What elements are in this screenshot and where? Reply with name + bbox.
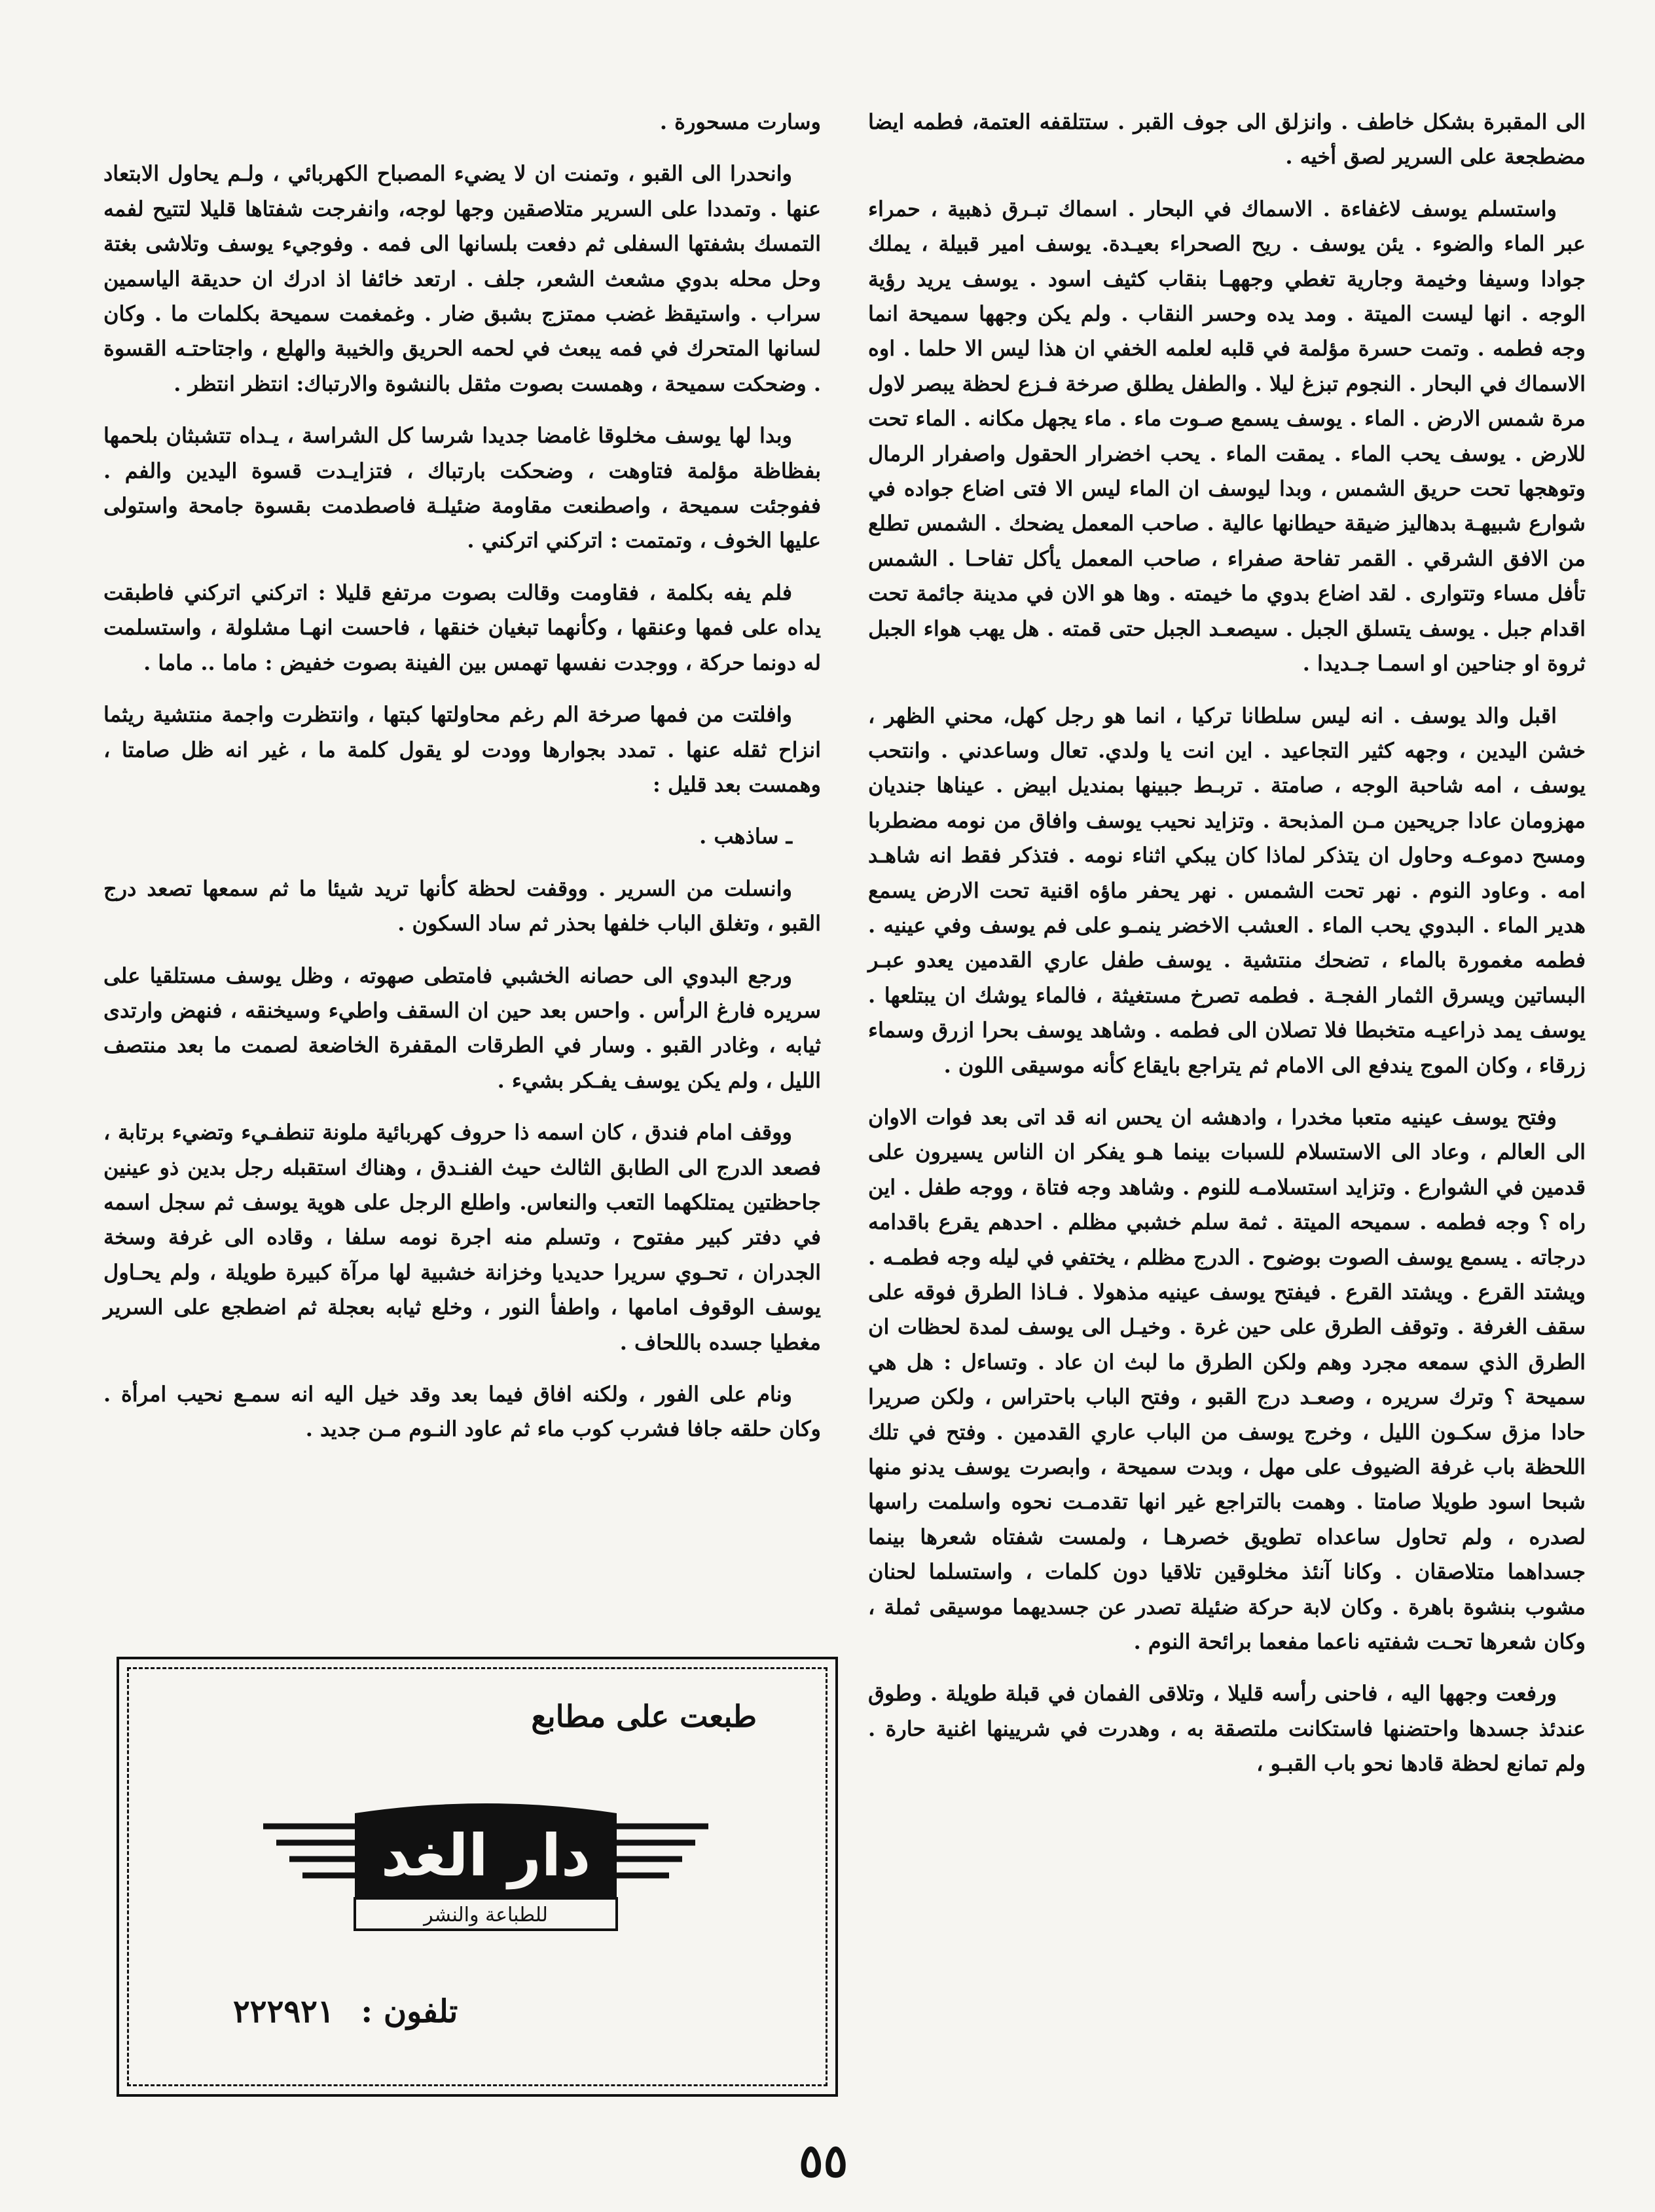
page-number: ٥٥: [799, 2133, 848, 2188]
logo-name: دار الغد: [380, 1822, 591, 1889]
phone-label: تلفون :: [361, 1993, 458, 2030]
paragraph: الى المقبرة بشكل خاطف . وانزلق الى جوف القبر . ستتلقفه العتمة، فطمه ايضا مضطجعة على السرير لصق أخيه .: [868, 109, 1586, 170]
paragraph: ونام على الفور ، ولكنه افاق فيما بعد وقد خيل اليه انه سمـع نحيب امرأة . وكان حلقه جافا فشرب كوب ماء ثم عاود النـوم مـن جديد .: [103, 1382, 821, 1442]
paragraph: وافلتت من فمها صرخة الم رغم محاولتها كبتها ، وانتظرت واجمة منتشية ريثما انزاح ثقله عنها . تمدد بجوارها وودت لو يقول كلمة ما ، غير انه ظل صامتا ، وهمست بعد قليل :: [103, 702, 821, 797]
logo-plate: [355, 1803, 617, 1911]
paragraph: فلم يفه بكلمة ، فقاومت وقالت بصوت مرتفع قليلا : اتركني اتركني فاطبقت يداه على فمها وعنقها ، وكأنهما تبغيان خنقها ، فاحست انهـا مشلولة ، واستسلمت له دونما حركة ، ووجدت نفسها تهمس بين الفينة بصوت خفيض : ماما .. ماما .: [103, 580, 821, 675]
paragraph: اقبل والد يوسف . انه ليس سلطانا تركيا ، انما هو رجل كهل، محني الظهر ، خشن اليدين ، وجهه كثير التجاعيد . اين انت يا ولدي. تعال وساعدني . وانتحب يوسف ، امه شاحبة الوجه ، صامتة . تربـط جبينها بمنديل ابيض . عيناها جنديان مهزومان عادا جريحين مـن المذبحة . وتزايد نحيب يوسف وافاق من نومه مضطربا ومسح دموعـه وحاول ان يتذكر لماذا كان يبكي اثناء نومه . فتذكر فقط انه شاهـد امه . وعاود النوم . نهر تحت الشمس . نهر يحفر ماؤه اقنية تحت الارض يسمع هدير الماء . البدوي يحب الماء . العشب الاخضر ينمـو على فم يوسف وفي عينيه . فطمه مغمورة بالماء ، تضحك منتشية . يوسف طفل عاري القدمين يعدو عبـر البساتين ويسرق الثمار الفجـة . فطمه تصرخ مستغيثة ، فالماء يوشك ان يبتلعها . يوسف يمد ذراعيـه متخبطا فلا تصلان الى فطمه . وشاهد يوسف بحرا ازرق وسماء زرقاء ، وكان الموج يندفع الى الامام ثم يتراجع بايقاع كأنه موسيقى اللون .: [868, 703, 1586, 1078]
speed-lines-right: [617, 1826, 708, 1875]
ad-header: طبعت على مطابع: [531, 1699, 757, 1734]
article-right-column: [868, 105, 1586, 1799]
paragraph: واستسلم يوسف لاغفاءة . الاسماك في البحار . اسماك تبـرق ذهبية ، حمراء عبر الماء والضوء . يئن يوسف . ريح الصحراء بعيـدة. يوسف امير قبيلة ، يملك جوادا وسيفا وخيمة وجارية تغطي وجههـا بنقاب كثيف اسود . يوسف يريد رؤية الوجه . انها ليست الميتة . ومد يده وحسر النقاب . ولم يكن وجهها سميحة انما وجه فطمه . وتمت حسرة مؤلمة في قلبه لعلمه الخفي ان هذا ليس الا حلما . اوه الاسماك في البحار . النجوم تبزغ ليلا . والطفل يطلق صرخة فـزع لحظة يبصر لاول مرة شمس الارض . الماء . يوسف يسمع صـوت ماء . ماء يجهل مكانه . الماء تحت للارض . يوسف يحب الماء . يمقت الماء . يحب اخضرار الحقول واصفرار الرمال وتوهجها تحت حريق الشمس ، وبدا ليوسف ان الماء ليس الا فتى اضاع جواده في شوارع شبيهـة بدهاليز ضيقة حيطانها عالية . صاحب المعمل يضحك . الشمس تطلع من الافق الشرقي . القمر تفاحة صفراء ، صاحب المعمل يأكل تفاحـا . الشمس تأفل مساء وتتوارى . لقد اضاع بدوي ما خيمته . وها هو الان في مدينة جائمة تحت اقدام جبل . يوسف يتسلق الجبل . سيصعـد الجبل حتى قمته . هل يهب هواء الجبل ثروة او جناحين او اسمـا جـديدا .: [868, 196, 1586, 676]
paragraph: وسارت مسحورة .: [659, 109, 821, 134]
paragraph: ووقف امام فندق ، كان اسمه ذا حروف كهربائية ملونة تنطفـيء وتضيء برتابة ، فصعد الدرج الى الطابق الثالث حيث الفنـدق ، وهناك استقبله رجل بدين ذو عينين جاحظتين يمتلكهما التعب والنعاس. واطلع الرجل على هوية يوسف ثم سجل اسمه في دفتر كبير مفتوح ، وتسلم منه اجرة نومه سلفا ، وقاده الى غرفة وسخة الجدران ، تحـوي سريرا حديديا وخزانة خشبية لها مرآة كبيرة طويلة ، ولم يحـاول يوسف الوقوف امامها ، واطفأ النور ، وخلع ثيابه بعجلة ثم اضطجع على السرير مغطيا جسده باللحاف .: [103, 1120, 821, 1355]
paragraph: وانسلت من السرير . ووقفت لحظة كأنها تريد شيئا ما ثم سمعها تصعد درج القبو ، وتغلق الباب خلفها بحذر ثم ساد السكون .: [103, 876, 821, 936]
paragraph: وفتح يوسف عينيه متعبا مخدرا ، وادهشه ان يحس انه قد اتى بعد فوات الاوان الى العالم ، وعاد الى الاستسلام للسبات بينما هـو يفكر ان الناس يسيرون على قدمين في الشوارع . وتزايد استسلامـه للنوم . وشاهد وجه فتاة ، ووجه طفل . اين راه ؟ وجه فطمه . سميحه الميتة . ثمة سلم خشبي مظلم . احدهم يقرع باقدامه درجاته . يسمع يوسف الصوت بوضوح . الدرج مظلم ، يختفي في ليله وجه فطمـه . ويشتد القرع . ويشتد القرع . فيفتح يوسف عينيه مذهولا . فـاذا الطرق فوقه على سقف الغرفة . وتوقف الطرق على حين غرة . وخيـل الى يوسف لمدة لحظات ان الطرق الذي سمعه مجرد وهم ولكن الطرق ما لبث ان عاد . وتساءل : هل هي سميحة ؟ وترك سريره ، وصعـد درج القبو ، وفتح الباب باحتراس ، ولكن صريرا حادا مزق سكـون الليل ، وخرج يوسف من الباب عاري القدمين . وفتح في تلك اللحظة باب غرفة الضيوف على مهل ، وبدت سميحة ، وابصرت يوسف يدنو منها شبحا اسود طويلا صامتا . وهمت بالتراجع غير انها تقدمـت نحوه واسلمت راسها لصدره ، ولم تحاول ساعداه تطويق خصرهـا ، ولمست شفتاه شعرها بينما جسداهما متلاصقان . وكانا آنئذ مخلوقين تلاقيا دون كلمات ، واستسلما لحنان مشوب بنشوة باهرة . وكان لابة حركة ضئيلة تصدر عن جسديهما موسيقى ثملة ، وكان شعرها تحـت شفتيه ناعما مفعما برائحة النوم .: [868, 1104, 1586, 1655]
article-left-column: [103, 105, 821, 1464]
paragraph: وبدا لها يوسف مخلوقا غامضا جديدا شرسا كل الشراسة ، يـداه تتشبثان بلحمها بفظاظة مؤلمة فتاوهت ، وضحكت بارتباك ، فتزايـدت قسوة اليدين والفم . ففوجئت سميحة ، واصطنعت مقاومة ضئيلـة فاصطدمت بقسوة جامحة واستولى عليها الخوف ، وتمتمت : اتركني اتركني .: [103, 423, 821, 553]
printer-advertisement: [117, 1657, 838, 2097]
paragraph: ـ ساذهب .: [699, 824, 792, 849]
phone-number: ٢٢٢٩٢١: [233, 1993, 335, 2030]
paragraph: ورجع البدوي الى حصانه الخشبي فامتطى صهوته ، وظل يوسف مستلقيا على سريره فارغ الرأس . واحس بعد حين ان السقف واطيء وسيخنقه ، فنهض وارتدى ثيابه ، وغادر القبو . وسار في الطرقات المقفرة الخاضعة لصمت ما بعد منتصف الليل ، ولم يكن يوسف يفـكر بشيء .: [103, 963, 822, 1093]
ad-phone: [217, 1993, 458, 2030]
paragraph: ورفعت وجهها اليه ، فاحنى رأسه قليلا ، وتلاقى الفمان في قبلة طويلة . وطوق عندئذ جسدها واحتضنها فاستكانت ملتصقة به ، وهدرت في شريينها اغنية حارة . ولم تمانع لحظة قادها نحو باب القبـو ،: [868, 1681, 1586, 1777]
logo-tagline: للطباعة والنشر: [424, 1904, 548, 1926]
speed-lines-left: [263, 1826, 355, 1875]
paragraph: وانحدرا الى القبو ، وتمنت ان لا يضيء المصباح الكهربائي ، ولـم يحاول الابتعاد عنها . وتمددا على السرير متلاصقين وجها لوجه، وانفرجت شفتاها قليلا لتتيح لفمه التمسك بشفتها السفلى ثم دفعت بلسانها الى فمه . وفوجيء يوسف وتلاشى بغتة وحل محله بدوي مشعث الشعر، جلف . ارتعد خائفا اذ ادرك ان حديقة الياسمين سراب . واستيقظ غضب ممتزج بشبق ضار . وغمغمت سميحة بكلمات ما . وكان لسانها المتحرك في فمه يبعث في لحمه الحريق والخيبة والهلع ، واجتاحتـه القسوة . وضحكت سميحة ، وهمست بصوت مثقل بالنشوة والارتباك: انتظر انتظر .: [103, 161, 821, 396]
dar-al-ghad-logo: [257, 1800, 715, 1938]
